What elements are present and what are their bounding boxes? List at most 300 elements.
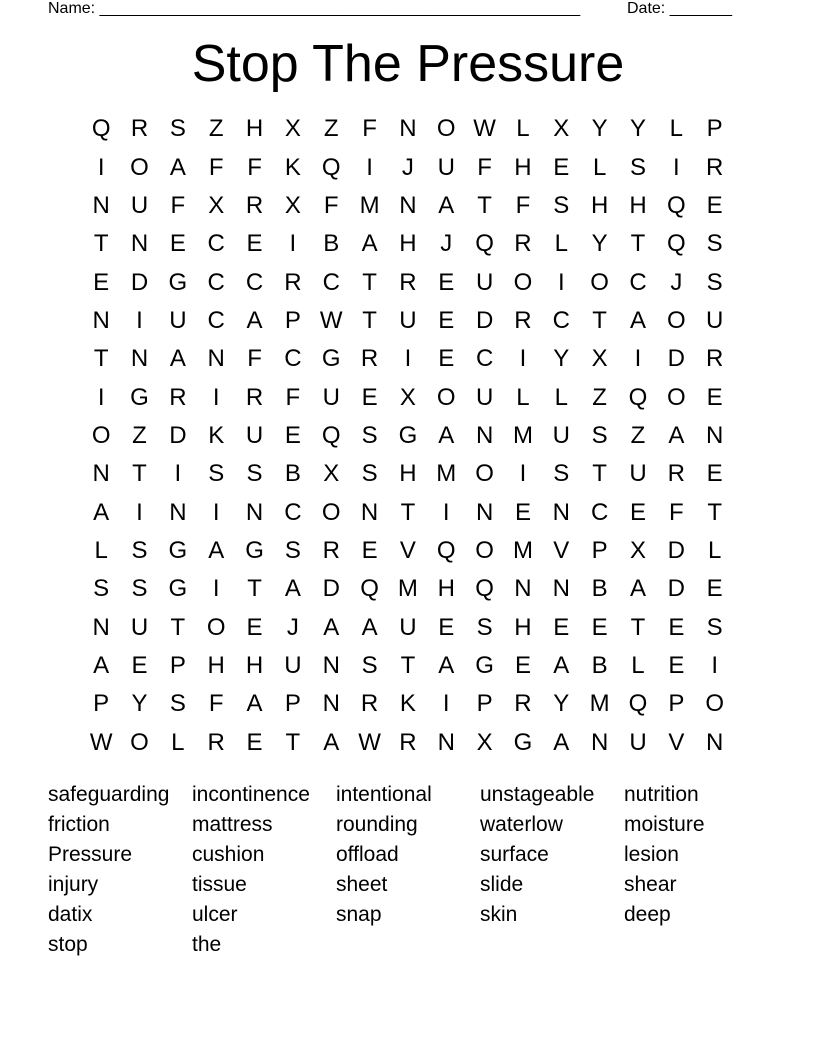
grid-letter: R xyxy=(169,383,187,411)
grid-letter: A xyxy=(553,728,570,756)
grid-letter: C xyxy=(207,268,225,296)
grid-letter: F xyxy=(208,153,224,181)
grid-letter: G xyxy=(475,651,494,679)
grid-letter: N xyxy=(475,421,494,449)
grid-letter: V xyxy=(553,536,570,564)
grid-letter: I xyxy=(366,153,373,181)
grid-letter: Z xyxy=(132,421,147,449)
grid-letter: E xyxy=(706,575,723,603)
grid-letter: S xyxy=(476,613,493,641)
grid-letter: I xyxy=(519,460,527,488)
grid-letter: S xyxy=(361,460,378,488)
word-list-item: shear xyxy=(624,873,677,896)
grid-letter: K xyxy=(399,690,416,718)
grid-letter: F xyxy=(668,498,684,526)
grid-letter: U xyxy=(169,306,187,334)
grid-letter: U xyxy=(475,383,494,411)
grid-letter: Y xyxy=(553,690,570,718)
grid-letter: R xyxy=(514,306,532,334)
grid-letter: A xyxy=(323,613,340,641)
grid-letter: X xyxy=(284,191,301,219)
grid-letter: N xyxy=(437,728,455,756)
grid-letter: A xyxy=(438,421,455,449)
grid-letter: F xyxy=(285,383,301,411)
grid-letter: F xyxy=(170,191,186,219)
word-list-item: mattress xyxy=(192,813,273,836)
grid-letter: U xyxy=(399,306,417,334)
grid-letter: T xyxy=(285,728,301,756)
grid-letter: U xyxy=(629,460,647,488)
grid-letter: N xyxy=(399,115,417,143)
grid-letter: T xyxy=(247,575,262,603)
grid-letter: U xyxy=(552,421,570,449)
grid-letter: Q xyxy=(666,230,686,258)
name-field-label: Name: ______________________________________________________ xyxy=(48,0,581,17)
grid-letter: A xyxy=(246,690,263,718)
grid-letter: O xyxy=(130,153,149,181)
grid-letter: M xyxy=(512,421,533,449)
grid-letter: S xyxy=(131,575,148,603)
grid-letter: Z xyxy=(323,115,339,143)
grid-letter: S xyxy=(246,460,263,488)
word-list-item: ulcer xyxy=(192,903,238,926)
grid-letter: U xyxy=(130,191,149,219)
grid-letter: Q xyxy=(321,421,341,449)
grid-letter: N xyxy=(322,651,340,679)
grid-letter: U xyxy=(245,421,264,449)
page-title: Stop The Pressure xyxy=(191,35,625,93)
grid-letter: N xyxy=(130,230,149,258)
grid-letter: T xyxy=(93,230,109,258)
grid-letter: I xyxy=(174,460,182,488)
grid-letter: S xyxy=(361,421,378,449)
grid-letter: S xyxy=(169,115,186,143)
grid-letter: N xyxy=(130,345,149,373)
grid-letter: V xyxy=(668,728,685,756)
grid-letter: A xyxy=(361,613,378,641)
grid-letter: H xyxy=(245,115,264,143)
grid-letter: I xyxy=(404,345,412,373)
grid-letter: Y xyxy=(131,690,148,718)
grid-letter: N xyxy=(475,498,494,526)
grid-letter: S xyxy=(706,230,723,258)
grid-letter: I xyxy=(136,498,143,526)
grid-letter: E xyxy=(361,536,378,564)
word-list xyxy=(48,780,768,960)
grid-letter: S xyxy=(361,651,378,679)
grid-letter: L xyxy=(669,115,683,143)
grid-letter: Q xyxy=(475,575,494,603)
word-list-item: deep xyxy=(624,903,671,926)
grid-letter: I xyxy=(289,230,297,258)
grid-letter: D xyxy=(169,421,187,449)
grid-letter: O xyxy=(475,536,494,564)
grid-letter: H xyxy=(514,613,532,641)
grid-letter: I xyxy=(442,498,450,526)
grid-letter: P xyxy=(169,651,186,679)
word-list-item: snap xyxy=(336,903,382,926)
grid-letter: C xyxy=(629,268,647,296)
word-list-item: friction xyxy=(48,813,110,836)
grid-letter: R xyxy=(207,728,225,756)
grid-letter: F xyxy=(208,690,224,718)
grid-letter: U xyxy=(284,651,302,679)
grid-letter: A xyxy=(438,651,455,679)
grid-letter: D xyxy=(475,306,494,334)
grid-letter: R xyxy=(399,268,417,296)
letter-grid xyxy=(82,110,734,762)
grid-letter: A xyxy=(629,575,646,603)
grid-letter: X xyxy=(284,115,301,143)
grid-letter: H xyxy=(399,460,417,488)
grid-letter: I xyxy=(557,268,565,296)
grid-letter: Q xyxy=(666,191,686,219)
grid-letter: A xyxy=(323,728,340,756)
grid-letter: R xyxy=(706,153,724,181)
grid-letter: J xyxy=(440,230,453,258)
grid-letter: F xyxy=(515,191,531,219)
grid-letter: F xyxy=(247,345,262,373)
grid-letter: A xyxy=(668,421,685,449)
grid-letter: Y xyxy=(591,115,608,143)
grid-letter: K xyxy=(208,421,225,449)
grid-letter: A xyxy=(361,230,378,258)
grid-letter: L xyxy=(707,536,722,564)
grid-letter: J xyxy=(401,153,414,181)
grid-letter: S xyxy=(169,690,186,718)
grid-letter: I xyxy=(212,383,220,411)
grid-letter: R xyxy=(360,345,379,373)
grid-letter: T xyxy=(93,345,109,373)
grid-letter: C xyxy=(207,230,225,258)
word-list-item: offload xyxy=(336,843,399,866)
grid-letter: N xyxy=(322,690,340,718)
grid-letter: S xyxy=(706,613,723,641)
grid-letter: X xyxy=(591,345,608,373)
grid-letter: O xyxy=(130,728,149,756)
grid-letter: H xyxy=(245,651,264,679)
grid-letter: G xyxy=(321,345,341,373)
grid-letter: N xyxy=(399,191,417,219)
grid-letter: H xyxy=(590,191,609,219)
grid-letter: U xyxy=(629,728,647,756)
grid-letter: H xyxy=(207,651,225,679)
grid-letter: H xyxy=(514,153,532,181)
grid-letter: I xyxy=(212,575,220,603)
grid-letter: G xyxy=(513,728,533,756)
grid-letter: L xyxy=(554,383,568,411)
grid-letter: J xyxy=(286,613,299,641)
grid-letter: G xyxy=(168,268,188,296)
grid-letter: D xyxy=(667,345,685,373)
grid-letter: E xyxy=(246,230,263,258)
grid-letter: M xyxy=(589,690,610,718)
grid-letter: T xyxy=(400,651,416,679)
grid-letter: R xyxy=(130,115,149,143)
grid-letter: I xyxy=(212,498,220,526)
grid-letter: R xyxy=(245,383,264,411)
grid-letter: C xyxy=(284,345,302,373)
grid-letter: X xyxy=(399,383,416,411)
grid-letter: S xyxy=(208,460,225,488)
grid-letter: E xyxy=(706,383,723,411)
word-list-item: slide xyxy=(480,873,524,896)
grid-letter: T xyxy=(362,306,377,334)
grid-letter: B xyxy=(591,575,608,603)
grid-letter: P xyxy=(284,690,301,718)
word-list-item: cushion xyxy=(192,843,265,866)
grid-letter: C xyxy=(552,306,570,334)
grid-letter: E xyxy=(246,613,263,641)
grid-letter: S xyxy=(131,536,148,564)
grid-letter: E xyxy=(514,651,531,679)
grid-letter: M xyxy=(397,575,418,603)
grid-letter: M xyxy=(512,536,533,564)
grid-letter: A xyxy=(246,306,263,334)
grid-letter: A xyxy=(93,651,110,679)
word-list-item: waterlow xyxy=(480,813,563,836)
grid-letter: A xyxy=(93,498,110,526)
grid-letter: D xyxy=(130,268,149,296)
grid-letter: N xyxy=(245,498,264,526)
grid-letter: A xyxy=(629,306,646,334)
grid-letter: X xyxy=(208,191,225,219)
grid-letter: A xyxy=(438,191,455,219)
grid-letter: I xyxy=(97,153,105,181)
grid-letter: O xyxy=(91,421,111,449)
grid-letter: U xyxy=(322,383,340,411)
grid-letter: S xyxy=(706,268,723,296)
grid-letter: W xyxy=(319,306,343,334)
grid-letter: W xyxy=(89,728,113,756)
grid-letter: H xyxy=(437,575,455,603)
grid-letter: Z xyxy=(592,383,607,411)
grid-letter: P xyxy=(706,115,723,143)
grid-letter: N xyxy=(514,575,532,603)
grid-letter: A xyxy=(169,153,186,181)
grid-letter: F xyxy=(323,191,339,219)
word-list-item: Pressure xyxy=(48,843,133,866)
grid-letter: E xyxy=(438,345,455,373)
grid-letter: H xyxy=(399,230,417,258)
grid-letter: R xyxy=(667,460,685,488)
grid-letter: P xyxy=(284,306,301,334)
grid-letter: L xyxy=(94,536,108,564)
grid-letter: E xyxy=(284,421,301,449)
grid-letter: Y xyxy=(629,115,646,143)
grid-letter: R xyxy=(514,230,532,258)
grid-letter: O xyxy=(206,613,226,641)
grid-letter: M xyxy=(359,191,380,219)
grid-letter: O xyxy=(590,268,609,296)
grid-letter: L xyxy=(516,383,530,411)
grid-letter: D xyxy=(667,575,685,603)
grid-letter: I xyxy=(136,306,143,334)
grid-letter: S xyxy=(93,575,110,603)
grid-letter: F xyxy=(477,153,492,181)
grid-letter: Z xyxy=(630,421,646,449)
grid-letter: N xyxy=(92,191,110,219)
grid-letter: Y xyxy=(591,230,608,258)
grid-letter: X xyxy=(629,536,646,564)
grid-letter: N xyxy=(207,345,225,373)
grid-letter: L xyxy=(592,153,607,181)
grid-letter: O xyxy=(705,690,724,718)
word-list-item: lesion xyxy=(624,843,679,866)
grid-letter: O xyxy=(321,498,341,526)
word-list-item: skin xyxy=(480,903,518,926)
grid-letter: T xyxy=(707,498,722,526)
word-list-item: nutrition xyxy=(624,783,699,806)
grid-letter: N xyxy=(92,460,110,488)
grid-letter: E xyxy=(706,460,723,488)
grid-letter: E xyxy=(668,651,685,679)
grid-letter: X xyxy=(553,115,570,143)
grid-letter: C xyxy=(475,345,494,373)
grid-letter: S xyxy=(284,536,301,564)
grid-letter: C xyxy=(245,268,264,296)
grid-letter: P xyxy=(476,690,493,718)
grid-letter: A xyxy=(208,536,225,564)
word-list-item: incontinence xyxy=(192,783,310,806)
grid-letter: F xyxy=(362,115,377,143)
grid-letter: N xyxy=(360,498,379,526)
grid-letter: Q xyxy=(628,383,648,411)
grid-letter: F xyxy=(247,153,262,181)
grid-letter: R xyxy=(399,728,417,756)
grid-letter: L xyxy=(631,651,645,679)
word-list-item: rounding xyxy=(336,813,418,836)
grid-letter: E xyxy=(553,613,570,641)
grid-letter: Q xyxy=(628,690,648,718)
grid-letter: O xyxy=(475,460,494,488)
grid-letter: N xyxy=(552,575,570,603)
grid-letter: T xyxy=(592,460,607,488)
word-list-item: injury xyxy=(48,873,99,896)
grid-letter: Q xyxy=(321,153,341,181)
grid-letter: T xyxy=(630,613,646,641)
grid-letter: E xyxy=(438,613,455,641)
grid-letter: C xyxy=(590,498,609,526)
grid-letter: D xyxy=(667,536,685,564)
grid-letter: N xyxy=(706,421,724,449)
grid-letter: E xyxy=(169,230,186,258)
grid-letter: L xyxy=(171,728,185,756)
grid-letter: X xyxy=(323,460,340,488)
grid-letter: D xyxy=(322,575,340,603)
grid-letter: S xyxy=(629,153,646,181)
grid-letter: U xyxy=(706,306,724,334)
grid-letter: G xyxy=(130,383,149,411)
grid-letter: R xyxy=(360,690,379,718)
grid-letter: U xyxy=(437,153,455,181)
grid-letter: A xyxy=(553,651,570,679)
grid-letter: N xyxy=(92,306,110,334)
word-list-item: moisture xyxy=(624,813,705,836)
grid-letter: I xyxy=(97,383,105,411)
grid-letter: N xyxy=(169,498,187,526)
grid-letter: O xyxy=(666,383,686,411)
grid-letter: X xyxy=(476,728,493,756)
date-field-label: Date: _______ xyxy=(627,0,732,17)
grid-letter: A xyxy=(284,575,301,603)
grid-letter: Q xyxy=(91,115,111,143)
grid-letter: N xyxy=(706,728,724,756)
grid-letter: G xyxy=(245,536,264,564)
grid-letter: S xyxy=(591,421,608,449)
grid-letter: Y xyxy=(553,345,570,373)
grid-letter: U xyxy=(399,613,417,641)
grid-letter: T xyxy=(630,230,646,258)
grid-letter: B xyxy=(323,230,340,258)
grid-letter: N xyxy=(590,728,609,756)
grid-letter: S xyxy=(553,191,570,219)
grid-letter: I xyxy=(519,345,527,373)
grid-letter: E xyxy=(361,383,378,411)
grid-letter: L xyxy=(554,230,568,258)
word-list-item: safeguarding xyxy=(48,783,170,806)
grid-letter: Z xyxy=(208,115,224,143)
grid-letter: L xyxy=(516,115,530,143)
grid-letter: E xyxy=(629,498,646,526)
grid-letter: G xyxy=(168,536,188,564)
grid-letter: E xyxy=(553,153,570,181)
grid-letter: O xyxy=(513,268,533,296)
grid-letter: Q xyxy=(475,230,494,258)
word-list-item: sheet xyxy=(336,873,388,896)
grid-letter: I xyxy=(711,651,718,679)
grid-letter: G xyxy=(398,421,418,449)
grid-letter: U xyxy=(130,613,149,641)
grid-letter: W xyxy=(358,728,381,756)
grid-letter: O xyxy=(436,115,456,143)
grid-letter: P xyxy=(93,690,110,718)
grid-letter: M xyxy=(436,460,457,488)
grid-letter: T xyxy=(362,268,377,296)
grid-letter: T xyxy=(477,191,492,219)
grid-letter: Q xyxy=(360,575,379,603)
grid-letter: O xyxy=(436,383,456,411)
grid-letter: T xyxy=(592,306,607,334)
grid-letter: R xyxy=(322,536,340,564)
grid-letter: T xyxy=(400,498,416,526)
grid-letter: B xyxy=(591,651,608,679)
grid-letter: R xyxy=(245,191,264,219)
grid-letter: N xyxy=(552,498,570,526)
grid-letter: E xyxy=(668,613,685,641)
grid-letter: V xyxy=(399,536,416,564)
grid-letter: H xyxy=(629,191,647,219)
grid-letter: I xyxy=(672,153,680,181)
grid-letter: E xyxy=(591,613,608,641)
grid-letter: E xyxy=(514,498,531,526)
grid-letter: N xyxy=(92,613,110,641)
grid-letter: I xyxy=(634,345,642,373)
grid-letter: E xyxy=(246,728,263,756)
word-list-item: the xyxy=(192,933,222,956)
grid-letter: B xyxy=(284,460,301,488)
grid-letter: E xyxy=(438,306,455,334)
grid-letter: I xyxy=(442,690,450,718)
grid-letter: O xyxy=(666,306,686,334)
word-list-item: unstageable xyxy=(480,783,595,806)
grid-letter: R xyxy=(706,345,724,373)
grid-letter: J xyxy=(670,268,683,296)
grid-letter: G xyxy=(168,575,188,603)
word-list-item: intentional xyxy=(336,783,432,806)
grid-letter: U xyxy=(475,268,494,296)
grid-letter: E xyxy=(131,651,148,679)
